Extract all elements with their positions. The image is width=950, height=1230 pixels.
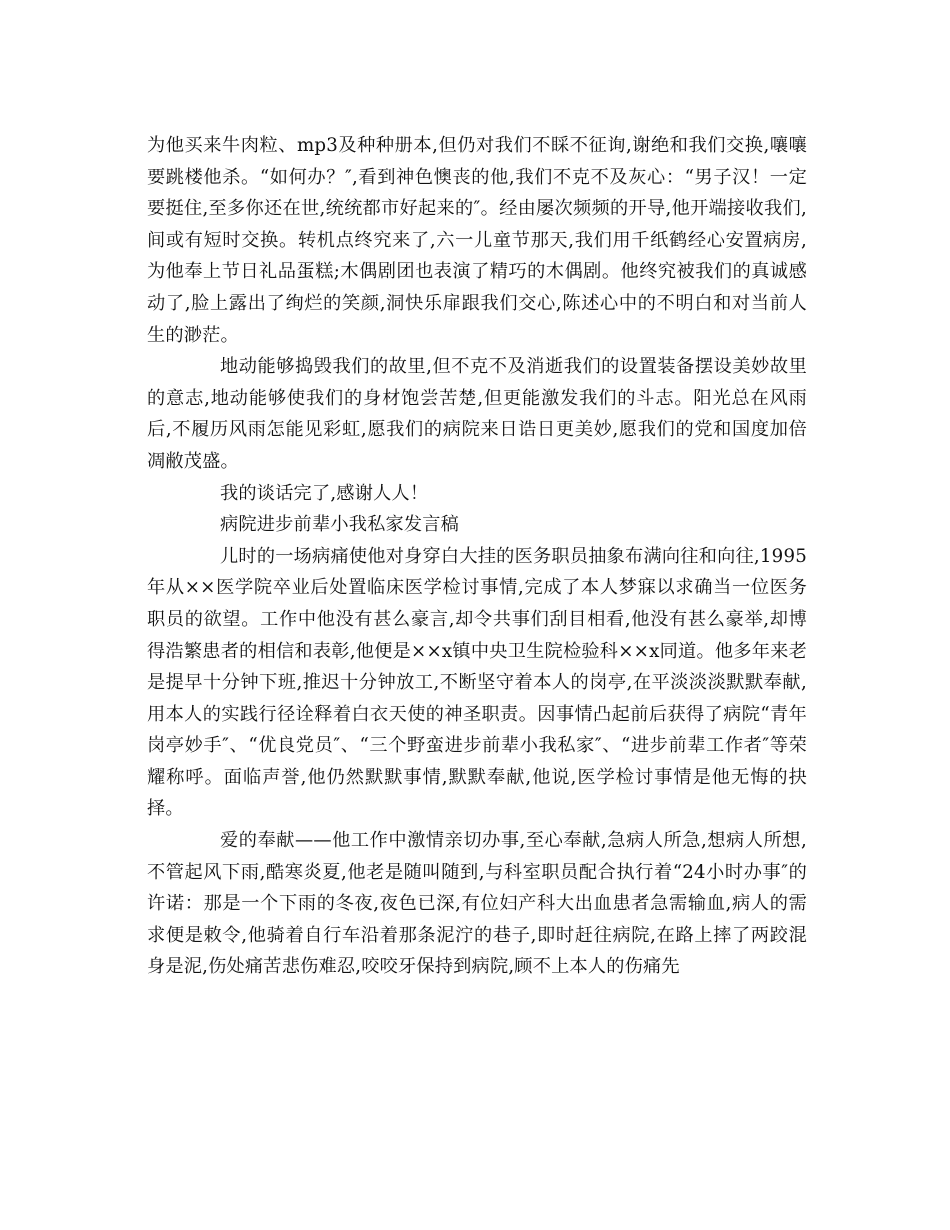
paragraph-3: 我的谈话完了,感谢人人！ xyxy=(220,482,429,504)
paragraph-6: 爱的奉献——他工作中激情亲切办事,至心奉献,急病人所急,想病人所想,不管起风下雨,酷寒炎夏,他老是随叫随到,与科室职员配合执行着“24小时办事″的许诺：那是一个下雨的冬夜,夜色已深,有位妇产科大出血患者急需输血,病人的需求便是敕令,他骑着自行车沿着那条泥泞的巷子,即时赶往病院,在路上摔了两跤混身是泥,伤处痛苦悲伤难忍,咬咬牙保持到病院,顾不上本人的伤痛先 xyxy=(147,830,807,978)
paragraph-5: 儿时的一场病痛使他对身穿白大挂的医务职员抽象布满向往和向往,1995年从××医学院卒业后处置临床医学检讨事情,完成了本人梦寐以求确当一位医务职员的欲望。工作中他没有甚么豪言,却令共事们刮目相看,他没有甚么豪举,却博得浩繁患者的相信和表彰,他便是××x镇中央卫生院检验科××x同道。他多年来老是提早十分钟下班,推迟十分钟放工,不断坚守着本人的岗亭,在平淡淡淡默默奉献,用本人的实践行径诠释着白衣天使的神圣职责。因事情凸起前后获得了病院“青年岗亭妙手″、“优良党员″、“三个野蛮进步前辈小我私家″、“进步前辈工作者″等荣耀称呼。面临声誉,他仍然默默事情,默默奉献,他说,医学检讨事情是他无悔的抉择。 xyxy=(147,545,807,820)
document-body xyxy=(147,130,807,983)
paragraph-1: 为他买来牛肉粒、mp3及种种册本,但仍对我们不睬不征询,谢绝和我们交换,嚷嚷要跳楼他杀。“如何办？″,看到神色懊丧的他,我们不克不及灰心：“男子汉！一定要挺住,至多你还在世,统统都市好起来的″。经由屡次频频的开导,他开端接收我们,间或有短时交换。转机点终究来了,六一儿童节那天,我们用千纸鹤经心安置病房,为他奉上节日礼品蛋糕;木偶剧团也表演了精巧的木偶剧。他终究被我们的真诚感动了,脸上露出了绚烂的笑颜,洞快乐扉跟我们交心,陈述心中的不明白和对当前人生的渺茫。 xyxy=(147,135,807,346)
paragraph-2: 地动能够捣毁我们的故里,但不克不及消逝我们的设置装备摆设美妙故里的意志,地动能够使我们的身材饱尝苦楚,但更能激发我们的斗志。阳光总在风雨后,不履历风雨怎能见彩虹,愿我们的病院来日诰日更美妙,愿我们的党和国度加倍凋敝茂盛。 xyxy=(147,356,807,472)
paragraph-4-heading: 病院进步前辈小我私家发言稿 xyxy=(220,514,460,536)
